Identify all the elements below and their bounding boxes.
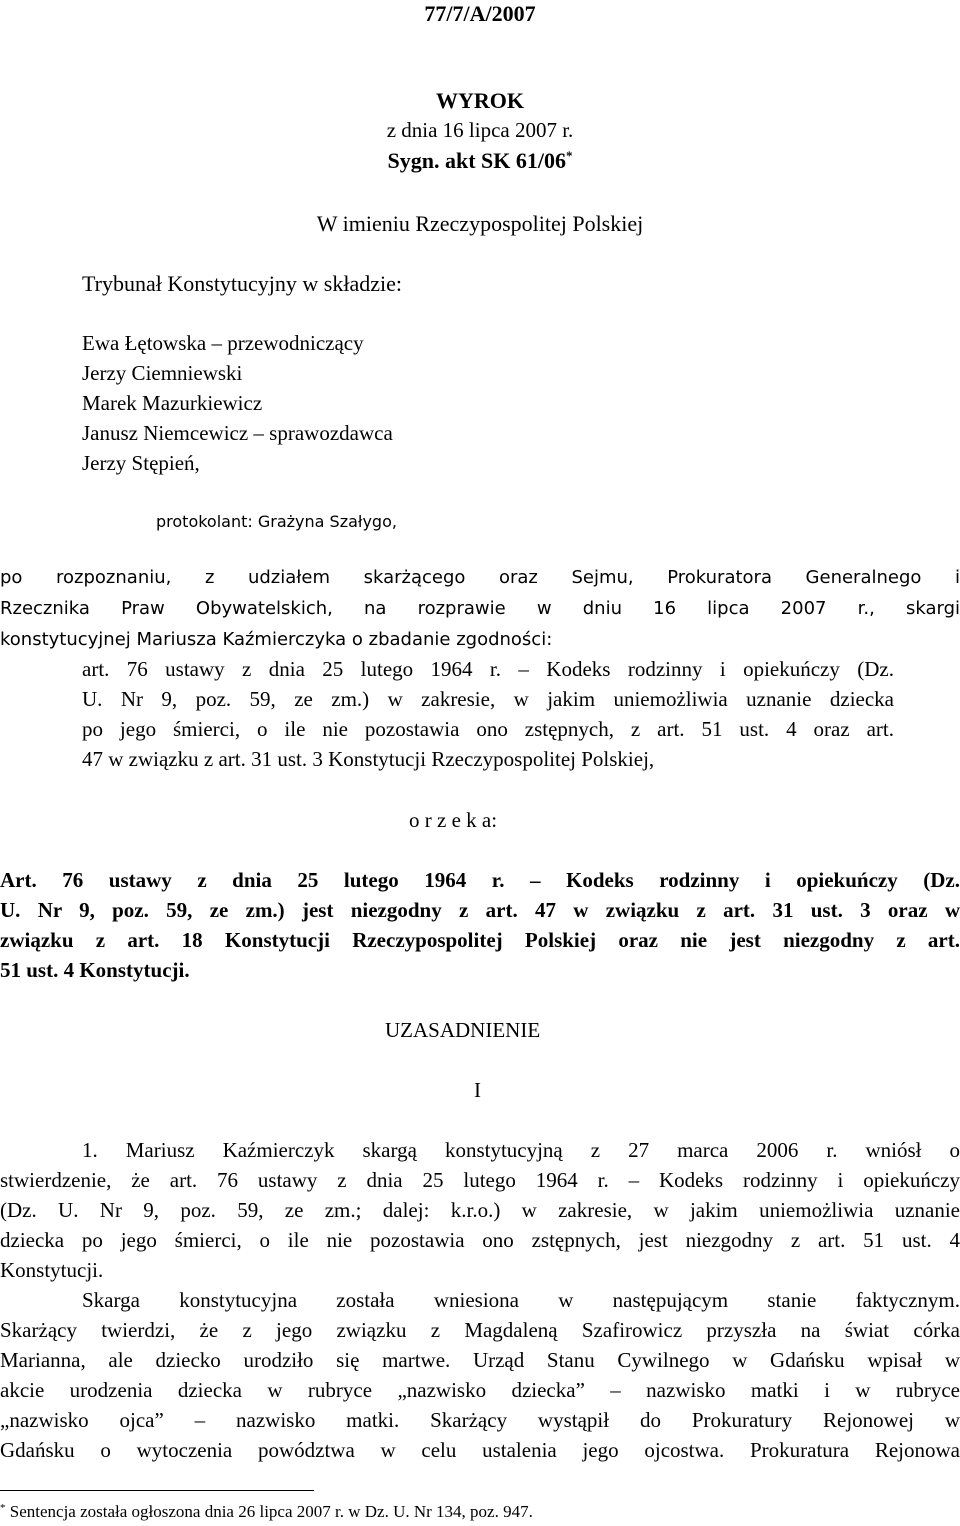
ruling-heading: o r z e k a: bbox=[409, 808, 498, 832]
consideration-line: 47 w związku z art. 31 ust. 3 Konstytucji Rzeczypospolitej Polskiej, bbox=[82, 747, 655, 771]
consideration-line: konstytucyjnej Mariusza Kaźmierczyka o zbadanie zgodności: bbox=[0, 629, 553, 650]
footnote bbox=[0, 1503, 533, 1520]
ruling-line: U. Nr 9, poz. 59, ze zm.) jest niezgodny z art. 47 w związku z art. 31 ust. 3 oraz w bbox=[0, 898, 960, 922]
consideration-line: U. Nr 9, poz. 59, ze zm.) w zakresie, w jakim uniemożliwia uznanie dziecka bbox=[82, 687, 894, 711]
in-the-name-line: W imieniu Rzeczypospolitej Polskiej bbox=[316, 211, 644, 236]
paragraph-line: 1. Mariusz Kaźmierczyk skargą konstytucyjną z 27 marca 2006 r. wniósł o bbox=[82, 1138, 960, 1162]
judge-line: Marek Mazurkiewicz bbox=[82, 391, 263, 415]
footnote-separator bbox=[0, 1490, 314, 1491]
section-number: I bbox=[474, 1078, 481, 1102]
consideration-line: po jego śmierci, o ile nie pozostawia ono zstępnych, z art. 51 ust. 4 oraz art. bbox=[82, 717, 894, 741]
judge-line: Jerzy Ciemniewski bbox=[82, 361, 243, 385]
paragraph-line: Gdańsku o wytoczenia powództwa w celu ustalenia jego ojcostwa. Prokuratura Rejonowa bbox=[0, 1438, 960, 1462]
paragraph-line: akcie urodzenia dziecka w rubryce „nazwisko dziecka” – nazwisko matki i w rubryce bbox=[0, 1378, 960, 1402]
document-title: WYROK bbox=[436, 88, 524, 113]
judge-line: Jerzy Stępień, bbox=[82, 451, 200, 475]
judge-line: Ewa Łętowska – przewodniczący bbox=[82, 331, 364, 355]
paragraph-line: (Dz. U. Nr 9, poz. 59, ze zm.; dalej: k.r.o.) w zakresie, w jakim uniemożliwia uznanie bbox=[0, 1198, 960, 1222]
paragraph-line: stwierdzenie, że art. 76 ustawy z dnia 25 lutego 1964 r. – Kodeks rodzinny i opiekuńczy bbox=[0, 1168, 960, 1192]
judge-line: Janusz Niemcewicz – sprawozdawca bbox=[82, 421, 393, 445]
justification-heading: UZASADNIENIE bbox=[385, 1018, 541, 1042]
paragraph-line: Konstytucji. bbox=[0, 1258, 104, 1282]
ruling-line: Art. 76 ustawy z dnia 25 lutego 1964 r. – Kodeks rodzinny i opiekuńczy (Dz. bbox=[0, 868, 960, 892]
consideration-line: Rzecznika Praw Obywatelskich, na rozprawie w dniu 16 lipca 2007 r., skargi bbox=[0, 598, 960, 619]
document-code: 77/7/A/2007 bbox=[424, 1, 536, 26]
paragraph-line: Skarżący twierdzi, że z jego związku z Magdaleną Szafirowicz przyszła na świat córka bbox=[0, 1318, 960, 1342]
footnote-mark: * bbox=[0, 1502, 6, 1514]
judgment-date: z dnia 16 lipca 2007 r. bbox=[386, 118, 574, 142]
case-signature-text: Sygn. akt SK 61/06 bbox=[387, 148, 566, 173]
paragraph-line: „nazwisko ojca” – nazwisko matki. Skarżący wystąpił do Prokuratury Rejonowej w bbox=[0, 1408, 960, 1432]
paragraph-line: Marianna, ale dziecko urodziło się martwe. Urząd Stanu Cywilnego w Gdańsku wpisał w bbox=[0, 1348, 960, 1372]
consideration-line: art. 76 ustawy z dnia 25 lutego 1964 r. – Kodeks rodzinny i opiekuńczy (Dz. bbox=[82, 657, 894, 681]
composition-heading: Trybunał Konstytucyjny w składzie: bbox=[82, 271, 402, 296]
case-signature bbox=[0, 150, 960, 172]
paragraph-line: dziecka po jego śmierci, o ile nie pozostawia ono zstępnych, jest niezgodny z art. 51 ust. 4 bbox=[0, 1228, 960, 1252]
ruling-line: związku z art. 18 Konstytucji Rzeczypospolitej Polskiej oraz nie jest niezgodny z art. bbox=[0, 928, 960, 952]
footnote-reference: * bbox=[566, 148, 573, 163]
clerk-line: protokolant: Grażyna Szałygo, bbox=[156, 512, 397, 531]
ruling-line: 51 ust. 4 Konstytucji. bbox=[0, 958, 190, 982]
consideration-line: po rozpoznaniu, z udziałem skarżącego oraz Sejmu, Prokuratora Generalnego i bbox=[0, 567, 960, 588]
footnote-text: Sentencja została ogłoszona dnia 26 lipca 2007 r. w Dz. U. Nr 134, poz. 947. bbox=[9, 1502, 533, 1521]
paragraph-line: Skarga konstytucyjna została wniesiona w następującym stanie faktycznym. bbox=[82, 1288, 960, 1312]
